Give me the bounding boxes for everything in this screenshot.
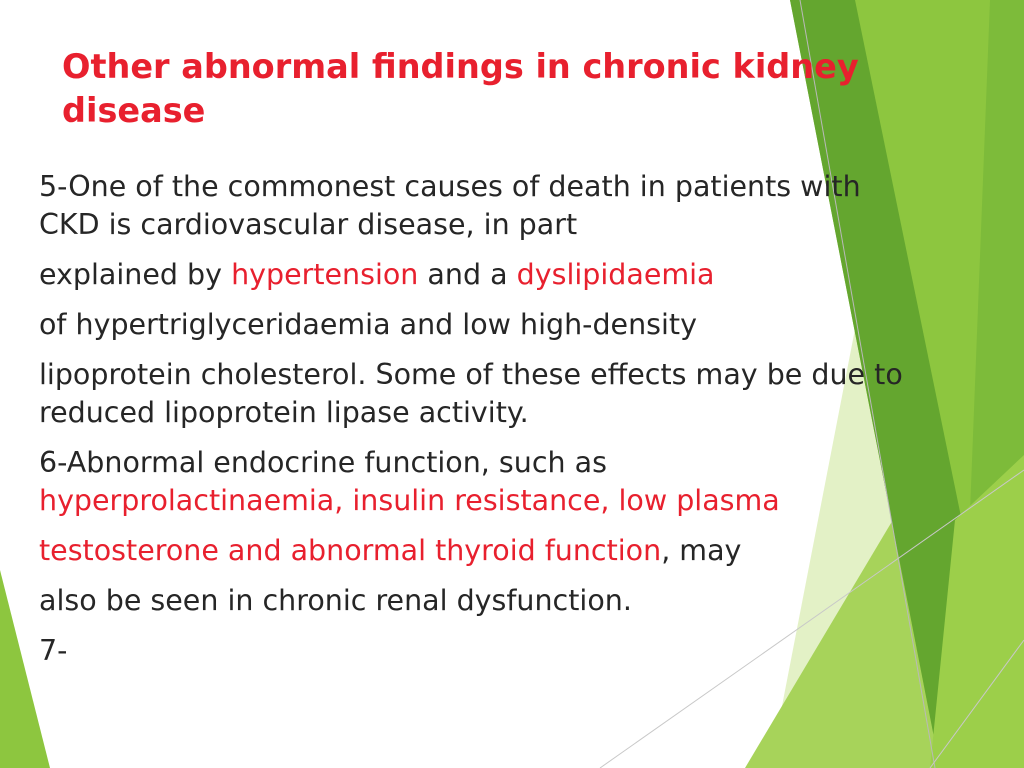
highlight-endocrine-list: hyperprolactinaemia, insulin resistance, low plasma	[39, 484, 780, 517]
paragraph-hypertriglyceridaemia	[39, 306, 999, 344]
paragraph-renal-dysfunction	[39, 582, 999, 620]
paragraph-text: explained by	[39, 258, 232, 291]
slide-body	[39, 168, 999, 682]
paragraph-text: , may	[661, 534, 742, 567]
highlight-dyslipidaemia: dyslipidaemia	[516, 258, 715, 291]
paragraph-text: and a	[418, 258, 517, 291]
paragraph-line: reduced lipoprotein lipase activity.	[39, 396, 529, 429]
slide-title	[62, 45, 882, 133]
paragraph-line: lipoprotein cholesterol. Some of these effects may be due to	[39, 358, 903, 391]
title-line-2: disease	[62, 91, 206, 130]
paragraph-cardiovascular	[39, 168, 999, 244]
paragraph-item-7	[39, 632, 999, 670]
highlight-testosterone-thyroid: testosterone and abnormal thyroid function	[39, 534, 662, 567]
paragraph-text: 7-	[39, 634, 68, 667]
paragraph-text: of hypertriglyceridaemia and low high-density	[39, 308, 697, 341]
paragraph-line: 6-Abnormal endocrine function, such as	[39, 446, 607, 479]
paragraph-line: 5-One of the commonest causes of death in patients with	[39, 170, 861, 203]
paragraph-endocrine	[39, 444, 999, 520]
highlight-hypertension: hypertension	[231, 258, 419, 291]
paragraph-text: also be seen in chronic renal dysfunction.	[39, 584, 632, 617]
paragraph-lipoprotein	[39, 356, 999, 432]
paragraph-testosterone	[39, 532, 999, 570]
title-line-1: Other abnormal findings in chronic kidney	[62, 47, 859, 86]
paragraph-explained-by	[39, 256, 999, 294]
paragraph-line: CKD is cardiovascular disease, in part	[39, 208, 578, 241]
